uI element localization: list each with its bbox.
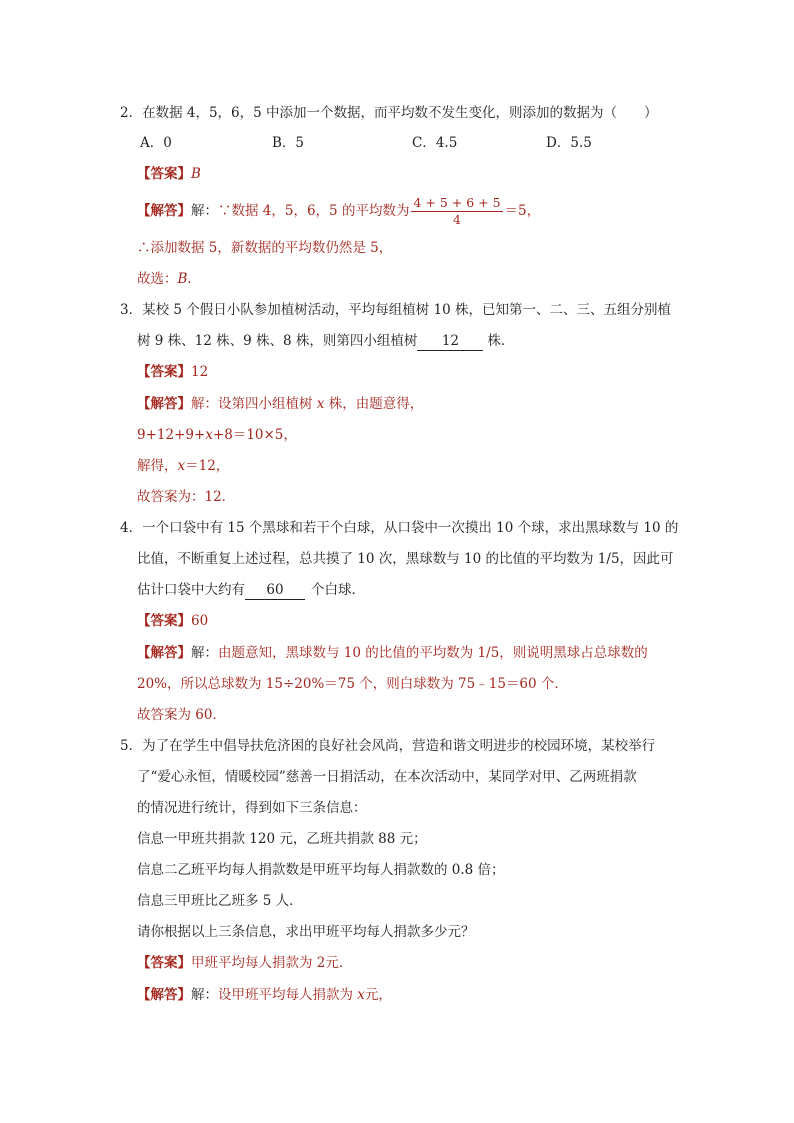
conclusion-value: B [177,271,188,287]
answer-tag: 【答案】 [137,364,191,380]
q5-explain [137,985,392,1005]
stem-text-end: 株． [487,333,515,349]
answer-value: 甲班平均每人捐款为 2元． [191,955,353,971]
q5-info2: 信息二乙班平均每人捐款数是甲班平均每人捐款数的 0.8 倍； [137,862,505,878]
conclusion-end: ． [187,271,201,287]
answer-tag: 【答案】 [137,166,191,182]
q2-answer [137,164,201,184]
q4-conclusion: 故答案为 60． [137,707,226,723]
q5-question: 请你根据以上三条信息，求出甲班平均每人捐款多少元？ [137,924,475,940]
explain-tag: 【解答】 [137,645,191,661]
explain-prefix: 解： [191,645,218,661]
equation-post: +8＝10×5， [212,427,297,443]
solution-post: ＝12， [185,458,230,474]
solution-pre: 解得， [137,458,178,474]
q3-conclusion: 故答案为：12． [137,489,236,505]
fill-blank: 12 [417,333,483,351]
q4-stem-line2: 比值，不断重复上述过程，总共摸了 10 次，黑球数与 10 的比值的平均数为 1/5，因此可 [137,551,674,567]
q5-stem-line2: 了“爱心永恒，情暖校园”慈善一日捐活动，在本次活动中，某同学对甲、乙两班捐款 [137,769,637,785]
variable-x: x [205,427,213,443]
q3-stem-line2 [137,331,514,351]
explain-text: 由题意知，黑球数与 10 的比值的平均数为 1/5，则说明黑球占总球数的 [218,645,648,661]
q3-solution [137,456,229,476]
stem-text: 估计口袋中大约有 [137,582,245,598]
answer-value: 60 [191,613,209,629]
q4-stem-line3 [137,580,365,600]
q2-explain [137,194,540,228]
explain-text: 解：设第四小组植树 [191,396,317,412]
fill-blank: 60 [245,582,305,600]
explain-text: ∵数据 4，5，6，5 的平均数为 [218,203,410,219]
answer-value: 12 [191,364,209,380]
fraction-numerator: 4 + 5 + 6 + 5 [413,195,501,210]
explain-prefix: 解： [191,203,218,219]
q2-option-c: C．4.5 [412,135,458,151]
answer-tag: 【答案】 [137,955,191,971]
q5-stem-line3: 的情况进行统计，得到如下三条信息： [137,800,367,816]
q5-stem-line1: 5．为了在学生中倡导扶危济困的良好社会风尚，营造和谐文明进步的校园环境，某校举行 [120,738,656,754]
variable-x: x [357,987,365,1003]
q2-stem: 2．在数据 4，5，6，5 中添加一个数据，而平均数不发生变化，则添加的数据为（ ） [120,105,658,121]
explain-tag: 【解答】 [137,396,191,412]
answer-tag: 【答案】 [137,613,191,629]
answer-value: B [191,166,201,182]
q3-equation [137,425,297,445]
q2-option-a: A．0 [140,135,172,151]
q2-option-b: B．5 [272,135,305,151]
q4-stem-line1: 4．一个口袋中有 15 个黑球和若干个白球，从口袋中一次摸出 10 个球，求出黑球数与 10 的 [120,520,679,536]
q4-explain-line1 [137,643,648,663]
variable-x: x [316,396,325,412]
explain-text: 设甲班平均每人捐款为 [218,987,358,1003]
q3-answer [137,362,208,382]
variable-x: x [177,458,186,474]
explain-text-end: 株，由题意得， [324,396,424,412]
stem-text: 树 9 株、12 株、9 株、8 株，则第四小组植树 [137,333,418,349]
mean-fraction [411,196,502,227]
fraction-denominator: 4 [453,212,461,227]
q4-explain-line2: 20%，所以总球数为 15÷20%＝75 个，则白球数为 75﹣15＝60 个． [137,676,568,692]
q4-answer [137,611,208,631]
explain-prefix: 解： [191,987,218,1003]
q2-option-d: D．5.5 [546,135,592,151]
conclusion-prefix: 故选： [137,271,178,287]
q2-conclusion [137,269,201,289]
equation-pre: 9+12+9+ [137,427,206,443]
q2-explain-line2: ∴添加数据 5，新数据的平均数仍然是 5， [137,240,393,256]
q5-answer [137,953,352,973]
q5-info3: 信息三甲班比乙班多 5 人． [137,893,303,909]
fraction-result: ＝5， [504,203,541,219]
q3-stem-line1: 3．某校 5 个假日小队参加植树活动，平均每组植树 10 株，已知第一、二、三、五组分别植 [120,302,672,318]
q5-info1: 信息一甲班共捐款 120 元，乙班共捐款 88 元； [137,831,427,847]
explain-tag: 【解答】 [137,203,191,219]
stem-text-end: 个白球． [311,582,365,598]
explain-text-end: 元， [364,987,392,1003]
q3-explain-line1 [137,394,423,414]
explain-tag: 【解答】 [137,987,191,1003]
